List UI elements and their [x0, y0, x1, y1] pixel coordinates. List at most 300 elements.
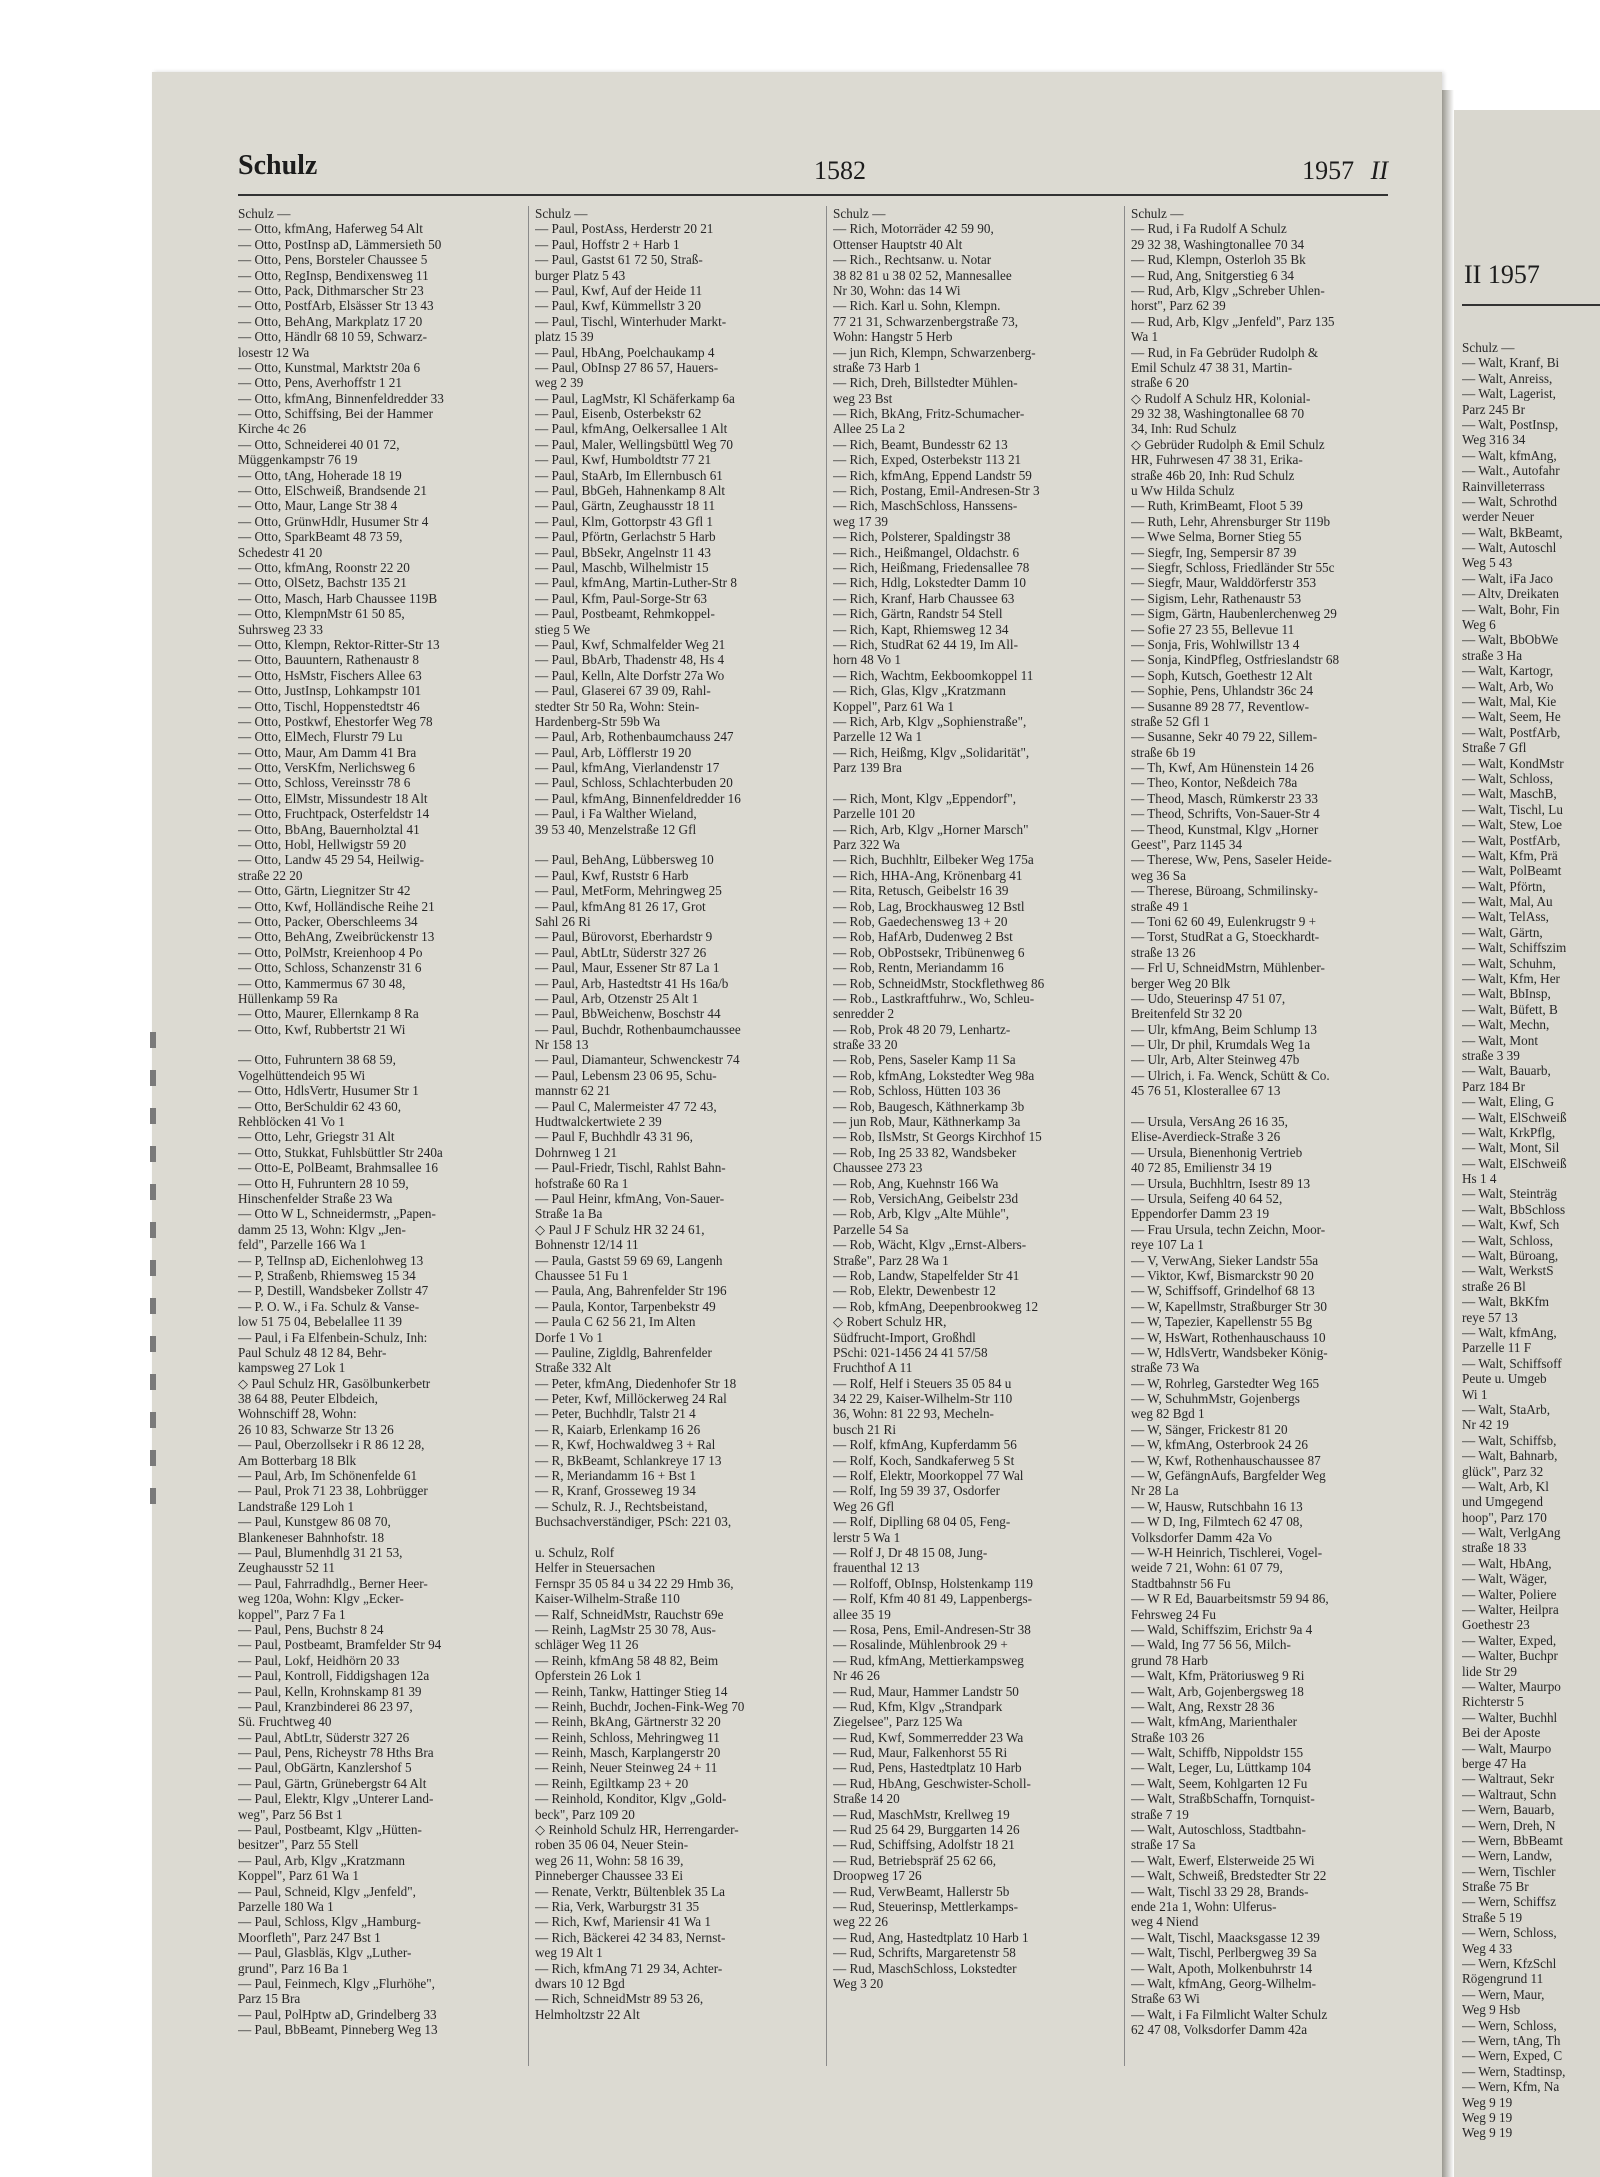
directory-entry-line: Straße 63 Wi: [1131, 1991, 1200, 2007]
adjacent-entry-line: straße 3 39: [1462, 1047, 1520, 1063]
directory-entry-line: Parzelle 180 Wa 1: [238, 1898, 334, 1914]
directory-entry-line: — Pauline, Zigldlg, Bahrenfelder: [535, 1344, 712, 1360]
directory-entry-line: ende 21a 1, Wohn: Ulferus-: [1131, 1898, 1277, 1914]
directory-entry-line: Droopweg 17 26: [833, 1868, 922, 1884]
directory-entry-line: straße 22 20: [238, 867, 303, 883]
directory-entry-line: busch 21 Ri: [833, 1421, 897, 1437]
directory-entry-line: — Paul, Kfm, Paul-Sorge-Str 63: [535, 590, 707, 606]
directory-entry-line: horn 48 Vo 1: [833, 652, 902, 668]
adjacent-entry-line: — Walt, Autoschl: [1462, 540, 1557, 556]
adjacent-entry-line: — Walt, Bauarb,: [1462, 1063, 1551, 1079]
directory-entry-line: feld", Parzelle 166 Wa 1: [238, 1237, 367, 1253]
directory-entry-line: — Walt, Tischl, Maacksgasse 12 39: [1131, 1929, 1320, 1945]
directory-entry-line: — Rob, SchneidMstr, Stockflethweg 86: [833, 975, 1045, 991]
adjacent-entry-line: — Walt, Stew, Loe: [1462, 817, 1563, 833]
adjacent-entry-line: — Walt, Büfett, B: [1462, 1001, 1558, 1017]
directory-entry-line: — Paul, BehAng, Lübbersweg 10: [535, 852, 714, 868]
directory-entry-line: — Rud, MaschSchloss, Lokstedter: [833, 1960, 1017, 1976]
directory-entry-line: — R, Kranf, Grosseweg 19 34: [535, 1483, 696, 1499]
adjacent-entry-line: — Walt, Schiffszim: [1462, 940, 1567, 956]
adjacent-entry-line: — Walt, PostfArb,: [1462, 832, 1561, 848]
directory-entry-line: — Rich, Heißmang, Friedensallee 78: [833, 559, 1030, 575]
directory-entry-line: — Rich, kfmAng, Eppend Landstr 59: [833, 467, 1032, 483]
adjacent-entry-line: — Wern, Exped, C: [1462, 2048, 1563, 2064]
adjacent-entry-line: — Wern, BbBeamt: [1462, 1832, 1563, 1848]
directory-entry-line: — Reinh, kfmAng 58 48 82, Beim: [535, 1652, 719, 1668]
binding-margin-marks: [148, 1010, 162, 1670]
adjacent-entry-line: — Walter, Buchhl: [1462, 1709, 1558, 1725]
directory-entry-line: — Rich, Dreh, Billstedter Mühlen-: [833, 375, 1018, 391]
directory-entry-line: — W, Rohrleg, Garstedter Weg 165: [1131, 1375, 1320, 1391]
directory-entry-line: — Sonja, Fris, Wohlwillstr 13 4: [1131, 636, 1300, 652]
adjacent-entry-line: glück", Parz 32: [1462, 1463, 1544, 1479]
directory-entry-line: — V, VerwAng, Sieker Landstr 55a: [1131, 1252, 1319, 1268]
adjacent-entry-line: — Walt, Arb, Kl: [1462, 1478, 1549, 1494]
adjacent-entry-line: — Walt, Arb, Wo: [1462, 678, 1554, 694]
directory-entry-line: — Rob, ObPostsekr, Tribünenweg 6: [833, 944, 1025, 960]
directory-entry-line: — Paul, Kranzbinderei 86 23 97,: [238, 1698, 413, 1714]
directory-entry-line: Am Botterbarg 18 Blk: [238, 1452, 357, 1468]
directory-entry-line: — Paul, Arb, Im Schönenfelde 61: [238, 1468, 418, 1484]
column-divider: [528, 206, 529, 2066]
directory-entry-line: Buchsachverständiger, PSch: 221 03,: [535, 1514, 732, 1530]
directory-entry-line: 38 64 88, Peuter Elbdeich,: [238, 1391, 378, 1407]
directory-entry-line: — Rud, VerwBeamt, Hallerstr 5b: [833, 1883, 1010, 1899]
directory-entry-line: 36, Wohn: 81 22 93, Mecheln-: [833, 1406, 994, 1422]
directory-entry-line: Elise-Averdieck-Straße 3 26: [1131, 1129, 1281, 1145]
directory-entry-line: frauenthal 12 13: [833, 1560, 920, 1576]
adjacent-entry-line: hoop", Parz 170: [1462, 1509, 1547, 1525]
directory-entry-line: — Theo, Kontor, Neßdeich 78a: [1131, 775, 1298, 791]
directory-entry-line: Parzelle 54 Sa: [833, 1221, 909, 1237]
directory-entry-line: 34 22 29, Kaiser-Wilhelm-Str 110: [833, 1391, 1013, 1407]
adjacent-entry-line: lide Str 29: [1462, 1663, 1517, 1679]
directory-entry-line: u. Schulz, Rolf: [535, 1544, 615, 1560]
adjacent-entry-line: — Wern, Schiffsz: [1462, 1894, 1557, 1910]
directory-entry-line: — Otto, kfmAng, Roonstr 22 20: [238, 559, 410, 575]
directory-entry-line: — Rob., Lastkraftfuhrw., Wo, Schleu-: [833, 990, 1035, 1006]
adjacent-entry-line: Straße 7 Gfl: [1462, 740, 1527, 756]
directory-entry-line: [833, 775, 1119, 790]
directory-entry-line: straße 46b 20, Inh: Rud Schulz: [1131, 467, 1295, 483]
directory-entry-line: 45 76 51, Klosterallee 67 13: [1131, 1083, 1281, 1099]
adjacent-entry-line: Straße 75 Br: [1462, 1879, 1529, 1895]
directory-entry-line: Müggenkampstr 76 19: [238, 452, 358, 468]
directory-entry-line: — Otto, Schneiderei 40 01 72,: [238, 436, 400, 452]
directory-entry-line: Straße", Parz 28 Wa 1: [833, 1252, 949, 1268]
directory-entry-line: — Paul Heinr, kfmAng, Von-Sauer-: [535, 1191, 725, 1206]
directory-entry-line: — Otto, Packer, Oberschleems 34: [238, 913, 418, 929]
directory-entry-line: — Paula C 62 56 21, Im Alten: [535, 1314, 696, 1330]
directory-entry-line: — Paul, Arb, Otzenstr 25 Alt 1: [535, 990, 699, 1006]
directory-entry-line: — Paul, BbGeh, Hahnenkamp 8 Alt: [535, 483, 726, 499]
directory-entry-line: — Rich, Arb, Klgv „Sophienstraße",: [833, 713, 1027, 729]
directory-entry-line: Straße 332 Alt: [535, 1360, 612, 1376]
adjacent-entry-line: — Altv, Dreikaten: [1462, 586, 1559, 602]
directory-entry-line: hofstraße 60 Ra 1: [535, 1175, 629, 1191]
directory-entry-line: — Rolf, Koch, Sandkaferweg 5 St: [833, 1452, 1015, 1468]
adjacent-entry-line: — Walter, Poliere: [1462, 1586, 1557, 1602]
adjacent-entry-line: — Walt, Schloss,: [1462, 1232, 1554, 1248]
directory-entry-line: Hinschenfelder Straße 23 Wa: [238, 1191, 393, 1206]
directory-entry-line: Parz 139 Bra: [833, 760, 902, 776]
adjacent-entry-line: Wi 1: [1462, 1386, 1488, 1402]
directory-entry-line: — Otto W L, Schneidermstr, „Papen-: [238, 1206, 436, 1222]
directory-entry-line: — Paul, Pförtn, Gerlachstr 5 Harb: [535, 529, 716, 545]
directory-entry-line: weg 22 26: [833, 1914, 888, 1930]
directory-entry-line: weide 7 21, Wohn: 61 07 79,: [1131, 1560, 1283, 1576]
directory-entry-line: — W, Tapezier, Kapellenstr 55 Bg: [1131, 1314, 1313, 1330]
directory-entry-line: allee 35 19: [833, 1606, 891, 1622]
directory-entry-line: — Reinh, BkAng, Gärtnerstr 32 20: [535, 1714, 721, 1730]
directory-entry-line: — Paul, Arb, Löfflerstr 19 20: [535, 744, 692, 760]
directory-entry-line: weg 82 Bgd 1: [1131, 1406, 1205, 1422]
directory-entry-line: damm 25 13, Wohn: Klgv „Jen-: [238, 1221, 406, 1237]
directory-entry-line: — Otto, Pack, Dithmarscher Str 23: [238, 282, 424, 298]
directory-entry-line: — Rob, Schloss, Hütten 103 36: [833, 1083, 1001, 1099]
directory-entry-line: — Paul, Gärtn, Zeughausstr 18 11: [535, 498, 716, 514]
directory-entry-line: losestr 12 Wa: [238, 344, 310, 360]
adjacent-entry-line: — Walt, VerlgAng: [1462, 1525, 1561, 1541]
adjacent-entry-line: — Walt, StaArb,: [1462, 1401, 1551, 1417]
directory-entry-line: Fernspr 35 05 84 u 34 22 29 Hmb 36,: [535, 1575, 734, 1591]
directory-entry-line: — W R Ed, Bauarbeitsmstr 59 94 86,: [1131, 1591, 1329, 1607]
directory-entry-line: — Rich, Kranf, Harb Chaussee 63: [833, 590, 1015, 606]
directory-entry-line: — Otto, HdlsVertr, Husumer Str 1: [238, 1083, 419, 1099]
directory-entry-line: — Rud, Ang, Snitgerstieg 6 34: [1131, 267, 1295, 283]
directory-entry-line: Nr 158 13: [535, 1037, 589, 1053]
directory-entry-line: Suhrsweg 23 33: [238, 621, 323, 637]
directory-entry-line: — Ralf, SchneidMstr, Rauchstr 69e: [535, 1606, 724, 1622]
directory-entry-line: weg 17 39: [833, 513, 888, 529]
adjacent-entry-line: — Walt, Eling, G: [1462, 1094, 1555, 1110]
directory-entry-line: — Rud, Maur, Falkenhorst 55 Ri: [833, 1745, 1008, 1761]
directory-entry-line: Parz 322 Wa: [833, 837, 900, 853]
adjacent-entry-line: — Wern, Schloss,: [1462, 2017, 1557, 2033]
directory-entry-line: — Otto, Schiffsing, Bei der Hammer: [238, 406, 433, 422]
directory-entry-line: Weg 3 20: [833, 1975, 884, 1991]
directory-entry-line: — Rud, Pens, Hastedtplatz 10 Harb: [833, 1760, 1022, 1776]
directory-entry-line: — Rud, Kwf, Sommerredder 23 Wa: [833, 1729, 1024, 1745]
directory-entry-line: — Walt, Schiffb, Nippoldstr 155: [1131, 1745, 1304, 1761]
adjacent-entry-line: — Walt, BbInsp,: [1462, 986, 1551, 1002]
directory-entry-line: Vogelhüttendeich 95 Wi: [238, 1067, 366, 1083]
adjacent-entry-line: — Wern, Bauarb,: [1462, 1802, 1555, 1818]
adjacent-entry-line: — Walt, TelAss,: [1462, 909, 1549, 925]
adjacent-entry-line: — Walt, Mal, Kie: [1462, 693, 1557, 709]
directory-entry-line: — Paul, AbtLtr, Süderstr 327 26: [535, 944, 707, 960]
directory-entry-line: Nr 30, Wohn: das 14 Wi: [833, 282, 961, 298]
directory-entry-line: — Rud, Schrifts, Margaretenstr 58: [833, 1945, 1016, 1961]
directory-entry-line: — Rob, kfmAng, Deepenbrookweg 12: [833, 1298, 1039, 1314]
directory-entry-line: — Rud, Arb, Klgv „Jenfeld", Parz 135: [1131, 313, 1335, 329]
directory-entry-line: Wohn: Hangstr 5 Herb: [833, 329, 953, 345]
directory-entry-line: — Soph, Kutsch, Goethestr 12 Alt: [1131, 667, 1313, 683]
directory-entry-line: — Rob, kfmAng, Lokstedter Weg 98a: [833, 1067, 1035, 1083]
directory-entry-line: — Rud 25 64 29, Burggarten 14 26: [833, 1822, 1020, 1838]
adjacent-entry-line: — Walt, Maurpo: [1462, 1740, 1552, 1756]
directory-entry-line: — Otto, VersKfm, Nerlichsweg 6: [238, 760, 416, 776]
directory-entry-line: — Walt, Ewerf, Elsterweide 25 Wi: [1131, 1852, 1315, 1868]
directory-entry-line: — Paul, PolHptw aD, Grindelberg 33: [238, 2006, 437, 2022]
directory-entry-line: — Walt, Tischl, Perlbergweg 39 Sa: [1131, 1945, 1317, 1961]
directory-entry-line: — Paula, Gastst 59 69 69, Langenh: [535, 1252, 723, 1268]
directory-entry-line: ◇ Rudolf A Schulz HR, Kolonial-: [1131, 390, 1311, 406]
page-header: [238, 150, 1388, 190]
directory-entry-line: 62 47 08, Volksdorfer Damm 42a: [1131, 2022, 1308, 2038]
directory-entry-line: — Rolf, Elektr, Moorkoppel 77 Wal: [833, 1468, 1024, 1484]
directory-entry-line: — Wwe Selma, Borner Stieg 55: [1131, 529, 1302, 545]
directory-entry-line: Allee 25 La 2: [833, 421, 906, 437]
directory-entry-line: — Siegfr, Schloss, Friedländer Str 55c: [1131, 559, 1335, 575]
directory-entry-line: — Reinh, Neuer Steinweg 24 + 11: [535, 1760, 718, 1776]
running-head-name: Schulz: [238, 150, 318, 181]
directory-entry-line: — Rob, Elektr, Dewenbestr 12: [833, 1283, 996, 1299]
directory-entry-line: Schedestr 41 20: [238, 544, 323, 560]
adjacent-page: [1454, 110, 1600, 2177]
directory-entry-line: — Rita, Retusch, Geibelstr 16 39: [833, 883, 1009, 899]
directory-entry-line: — Otto, Schloss, Schanzenstr 31 6: [238, 960, 422, 976]
directory-entry-line: 26 10 83, Schwarze Str 13 26: [238, 1421, 394, 1437]
directory-entry-line: — Udo, Steuerinsp 47 51 07,: [1131, 990, 1286, 1006]
directory-entry-line: — Walt, kfmAng, Marienthaler: [1131, 1714, 1298, 1730]
adjacent-entry-line: — Walt, kfmAng,: [1462, 447, 1557, 463]
directory-entry-line: straße 73 Harb 1: [833, 359, 921, 375]
column-divider: [826, 206, 827, 2066]
adjacent-entry-line: — Wern, KfzSchl: [1462, 1956, 1557, 1972]
directory-entry-line: Emil Schulz 47 38 31, Martin-: [1131, 359, 1293, 375]
directory-entry-line: — Frl U, SchneidMstrn, Mühlenber-: [1131, 960, 1325, 976]
adjacent-entry-line: — Walt, Schuhm,: [1462, 955, 1556, 971]
directory-entry-line: — Otto, BehAng, Markplatz 17 20: [238, 313, 423, 329]
directory-entry-line: Nr 46 26: [833, 1668, 880, 1684]
directory-entry-line: — P, Straßenb, Rhiemsweg 15 34: [238, 1267, 416, 1283]
directory-entry-line: — Walt, Arb, Gojenbergsweg 18: [1131, 1683, 1304, 1699]
directory-entry-line: — Paul, Schloss, Klgv „Hamburg-: [238, 1914, 421, 1930]
directory-entry-line: — Rich., Rechtsanw. u. Notar: [833, 252, 992, 268]
directory-entry-line: — Rolf, Diplling 68 04 05, Feng-: [833, 1514, 1011, 1530]
directory-entry-line: — Rolf, Ing 59 39 37, Osdorfer: [833, 1483, 1001, 1499]
adjacent-entry-line: — Walt, Kartogr,: [1462, 663, 1554, 679]
directory-entry-line: — Otto, JustInsp, Lohkampstr 101: [238, 683, 422, 699]
directory-entry-line: straße 73 Wa: [1131, 1360, 1200, 1376]
directory-entry-line: Kirche 4c 26: [238, 421, 307, 437]
directory-entry-line: — Rolf, Kfm 40 81 49, Lappenbergs-: [833, 1591, 1033, 1607]
adjacent-entry-line: — Walt, Kwf, Sch: [1462, 1217, 1560, 1233]
directory-entry-line: — Paul, Maschb, Wilhelmistr 15: [535, 559, 709, 575]
directory-entry-line: — Paul, kfmAng, Martin-Luther-Str 8: [535, 575, 737, 591]
directory-entry-line: — Otto, Fuhruntern 38 68 59,: [238, 1052, 396, 1068]
directory-entry-line: — Paul, Postbeamt, Rehmkoppel-: [535, 606, 715, 622]
directory-entry-line: — Ursula, Seifeng 40 64 52,: [1131, 1191, 1283, 1206]
adjacent-entry-line: — Walt, Pförtn,: [1462, 878, 1546, 894]
directory-entry-line: — Paul, Arb, Klgv „Kratzmann: [238, 1852, 406, 1868]
directory-entry-line: Rehblöcken 41 Vo 1: [238, 1114, 345, 1130]
directory-entry-line: Hudtwalckertwiete 2 39: [535, 1114, 662, 1130]
directory-entry-line: — Otto, ElMech, Flurstr 79 Lu: [238, 729, 403, 745]
directory-entry-line: — Paul, Kontroll, Fiddigshagen 12a: [238, 1668, 430, 1684]
directory-entry-line: — Paul, i Fa Walther Wieland,: [535, 806, 697, 822]
page-number: 1582: [814, 156, 866, 185]
directory-entry-line: — Otto, PostInsp aD, Lämmersieth 50: [238, 236, 442, 252]
directory-entry-line: kampsweg 27 Lok 1: [238, 1360, 346, 1376]
directory-entry-line: — Theod, Schrifts, Von-Sauer-Str 4: [1131, 806, 1320, 822]
directory-entry-line: straße 6 20: [1131, 375, 1189, 391]
directory-entry-line: Straße 14 20: [833, 1791, 900, 1807]
directory-entry-line: Helmholtzstr 22 Alt: [535, 2006, 640, 2022]
directory-entry-line: — Reinh, Tankw, Hattinger Stieg 14: [535, 1683, 728, 1699]
directory-entry-line: — Walt, kfmAng, Georg-Wilhelm-: [1131, 1975, 1317, 1991]
directory-entry-line: — Paul, kfmAng, Binnenfeldredder 16: [535, 790, 741, 806]
directory-entry-line: — Otto, GrünwHdlr, Husumer Str 4: [238, 513, 429, 529]
directory-entry-line: — Paul, Schloss, Schlachterbuden 20: [535, 775, 733, 791]
directory-entry-line: — Rich, Exped, Osterbekstr 113 21: [833, 452, 1022, 468]
directory-entry-line: stieg 5 We: [535, 621, 591, 637]
adjacent-entry-line: Rainvilleterrass: [1462, 478, 1545, 494]
directory-entry-line: straße 33 20: [833, 1037, 898, 1053]
directory-entry-line: Koppel", Parz 61 Wa 1: [238, 1868, 359, 1884]
directory-entry-line: weg 120a, Wohn: Klgv „Ecker-: [238, 1591, 404, 1607]
directory-entry-line: dwars 10 12 Bgd: [535, 1975, 625, 1991]
directory-entry-line: — Paul, Hoffstr 2 + Harb 1: [535, 236, 680, 252]
year: 1957: [1302, 156, 1355, 185]
adjacent-entry-line: — Walt, Tischl, Lu: [1462, 801, 1563, 817]
directory-entry-line: Breitenfeld Str 32 20: [1131, 1006, 1242, 1022]
directory-entry-line: — Theod, Masch, Rümkerstr 23 33: [1131, 790, 1318, 806]
directory-entry-line: — Rob, Baugesch, Käthnerkamp 3b: [833, 1098, 1025, 1114]
adjacent-entry-line: Parz 184 Br: [1462, 1078, 1525, 1094]
adjacent-entry-line: — Walt, KondMstr: [1462, 755, 1564, 771]
directory-entry-line: — Paul, Schneid, Klgv „Jenfeld",: [238, 1883, 416, 1899]
directory-entry-line: — Otto, Schloss, Vereinsstr 78 6: [238, 775, 411, 791]
directory-entry-line: Straße 103 26: [1131, 1729, 1205, 1745]
directory-entry-line: — Otto, BbAng, Bauernholztal 41: [238, 821, 420, 837]
directory-entry-line: — Otto, Kwf, Holländische Reihe 21: [238, 898, 435, 914]
column-2: [535, 206, 821, 2022]
directory-entry-line: Parzelle 12 Wa 1: [833, 729, 923, 745]
directory-entry-line: — Ulr, Dr phil, Krumdals Weg 1a: [1131, 1037, 1311, 1053]
directory-entry-line: Schulz —: [535, 206, 588, 221]
directory-entry-line: — Wald, Schiffszim, Erichstr 9a 4: [1131, 1621, 1313, 1637]
directory-entry-line: Ziegelsee", Parz 125 Wa: [833, 1714, 963, 1730]
adjacent-entry-line: — Walter, Buchpr: [1462, 1648, 1558, 1664]
directory-entry-line: — Susanne 89 28 77, Reventlow-: [1131, 698, 1310, 714]
adjacent-entry-line: — Walt, Mechn,: [1462, 1017, 1550, 1033]
running-head-year: [1302, 156, 1388, 186]
adjacent-entry-line: Straße 5 19: [1462, 1909, 1523, 1925]
directory-entry-line: — Rolfoff, ObInsp, Holstenkamp 119: [833, 1575, 1033, 1591]
directory-entry-line: straße 49 1: [1131, 898, 1189, 914]
directory-entry-line: — Walt, Tischl 33 29 28, Brands-: [1131, 1883, 1309, 1899]
directory-entry-line: — Paul, Kelln, Alte Dorfstr 27a Wo: [535, 667, 725, 683]
adjacent-entry-line: Bei der Aposte: [1462, 1725, 1541, 1741]
adjacent-entry-line: Schulz —: [1462, 340, 1515, 355]
adjacent-entry-line: — Walt., Autofahr: [1462, 463, 1560, 479]
directory-entry-line: — Otto, OlSetz, Bachstr 135 21: [238, 575, 407, 591]
directory-entry-line: — Rich, SchneidMstr 89 53 26,: [535, 1991, 704, 2007]
directory-entry-line: — Viktor, Kwf, Bismarckstr 90 20: [1131, 1267, 1314, 1283]
directory-entry-line: — Rich, Buchhltr, Eilbeker Weg 175a: [833, 852, 1034, 868]
directory-entry-line: — Rich. Karl u. Sohn, Klempn.: [833, 298, 1001, 314]
adjacent-entry-line: — Walt, Lagerist,: [1462, 386, 1556, 402]
directory-entry-line: Geest", Parz 1145 34: [1131, 837, 1243, 853]
directory-entry-line: — Torst, StudRat a G, Stoeckhardt-: [1131, 929, 1320, 945]
adjacent-entry-line: — Walt, Bahnarb,: [1462, 1448, 1558, 1464]
directory-entry-line: — Paul, LagMstr, Kl Schäferkamp 6a: [535, 390, 735, 406]
directory-entry-line: — Rich, Gärtn, Randstr 54 Stell: [833, 606, 1003, 622]
directory-entry-line: low 51 75 04, Bebelallee 11 39: [238, 1314, 402, 1330]
directory-entry-line: — Paul, Oberzollsekr i R 86 12 28,: [238, 1437, 425, 1453]
directory-entry-line: ◇ Paul Schulz HR, Gasölbunkerbetr: [238, 1375, 431, 1391]
directory-entry-line: weg", Parz 56 Bst 1: [238, 1806, 343, 1822]
directory-entry-line: horst", Parz 62 39: [1131, 298, 1226, 314]
directory-entry-line: — jun Rob, Maur, Käthnerkamp 3a: [833, 1114, 1021, 1130]
directory-entry-line: Straße 1a Ba: [535, 1206, 603, 1222]
directory-entry-line: — Rich, kfmAng 71 29 34, Achter-: [535, 1960, 723, 1976]
directory-entry-line: — Paul, Kwf, Kümmellstr 3 20: [535, 298, 701, 314]
directory-entry-line: — W D, Ing, Filmtech 62 47 08,: [1131, 1514, 1303, 1530]
directory-entry-line: grund", Parz 16 Ba 1: [238, 1960, 349, 1976]
directory-entry-line: — W, Schiffsoff, Grindelhof 68 13: [1131, 1283, 1315, 1299]
directory-entry-line: — Rud, Betriebspräf 25 62 66,: [833, 1852, 996, 1868]
directory-entry-line: — Otto, ElMstr, Missundestr 18 Alt: [238, 790, 428, 806]
adjacent-entry-line: Weg 6: [1462, 617, 1496, 633]
adjacent-entry-line: — Wern, tAng, Th: [1462, 2032, 1561, 2048]
directory-entry-line: — W, GefängnAufs, Bargfelder Weg: [1131, 1468, 1326, 1484]
directory-entry-line: — Rud, i Fa Rudolf A Schulz: [1131, 221, 1287, 237]
directory-entry-line: — Th, Kwf, Am Hünenstein 14 26: [1131, 760, 1314, 776]
directory-entry-line: straße 7 19: [1131, 1806, 1189, 1822]
directory-entry-line: — Rolf, Helf i Steuers 35 05 84 u: [833, 1375, 1012, 1391]
adjacent-entry-line: — Wern, Stadtinsp,: [1462, 2063, 1566, 2079]
directory-entry-line: — Siegfr, Ing, Sempersir 87 39: [1131, 544, 1297, 560]
directory-entry-line: — Paul, Gastst 61 72 50, Straß-: [535, 252, 703, 268]
directory-entry-line: — Theod, Kunstmal, Klgv „Horner: [1131, 821, 1319, 837]
directory-entry-line: 34, Inh: Rud Schulz: [1131, 421, 1237, 437]
directory-entry-line: — Rosalinde, Mühlenbrook 29 +: [833, 1637, 1008, 1653]
adjacent-entry-line: — Walt, BkKfm: [1462, 1294, 1549, 1310]
directory-entry-line: — Sonja, KindPfleg, Ostfrieslandstr 68: [1131, 652, 1340, 668]
column-3: [833, 206, 1119, 1991]
directory-entry-line: — Ursula, Buchhltrn, Isestr 89 13: [1131, 1175, 1311, 1191]
directory-entry-line: — Otto, Pens, Borsteler Chaussee 5: [238, 252, 428, 268]
directory-entry-line: Parz 15 Bra: [238, 1991, 301, 2007]
adjacent-entry-line: — Waltraut, Schn: [1462, 1786, 1557, 1802]
adjacent-entry-line: — Walt, BkBeamt,: [1462, 524, 1563, 540]
directory-entry-line: — Paul, Eisenb, Osterbekstr 62: [535, 406, 702, 422]
directory-entry-line: — Paul, Prok 71 23 38, Lohbrügger: [238, 1483, 428, 1499]
directory-entry-line: senredder 2: [833, 1006, 895, 1022]
directory-entry-line: — Paul, BbSekr, Angelnstr 11 43: [535, 544, 711, 560]
directory-entry-line: — Rich, BkAng, Fritz-Schumacher-: [833, 406, 1025, 422]
header-rule: [238, 194, 1388, 196]
directory-entry-line: PSchi: 021-1456 24 41 57/58: [833, 1344, 988, 1360]
adjacent-entry-line: — Walt, Mont: [1462, 1032, 1538, 1048]
directory-entry-line: Fehrsweg 24 Fu: [1131, 1606, 1216, 1622]
directory-entry-line: — Ursula, VersAng 26 16 35,: [1131, 1114, 1288, 1130]
adjacent-entry-line: Nr 42 19: [1462, 1417, 1509, 1433]
directory-entry-line: — Paul, ObGärtn, Kanzlershof 5: [238, 1760, 412, 1776]
directory-entry-line: — Paul, Blumenhdlg 31 21 53,: [238, 1544, 403, 1560]
directory-entry-line: — Otto, Gärtn, Liegnitzer Str 42: [238, 883, 411, 899]
directory-entry-line: — Otto, SparkBeamt 48 73 59,: [238, 529, 403, 545]
adjacent-entry-line: Richterstr 5: [1462, 1694, 1524, 1710]
directory-entry-line: — Rich, Polsterer, Spaldingstr 38: [833, 529, 1011, 545]
adjacent-entry-line: — Walt, BbObWe: [1462, 632, 1559, 648]
directory-entry-line: — Rich, Glas, Klgv „Kratzmann: [833, 683, 1006, 699]
directory-entry-line: — R, Meriandamm 16 + Bst 1: [535, 1468, 696, 1484]
directory-entry-line: — Walt, Ang, Rexstr 28 36: [1131, 1698, 1275, 1714]
